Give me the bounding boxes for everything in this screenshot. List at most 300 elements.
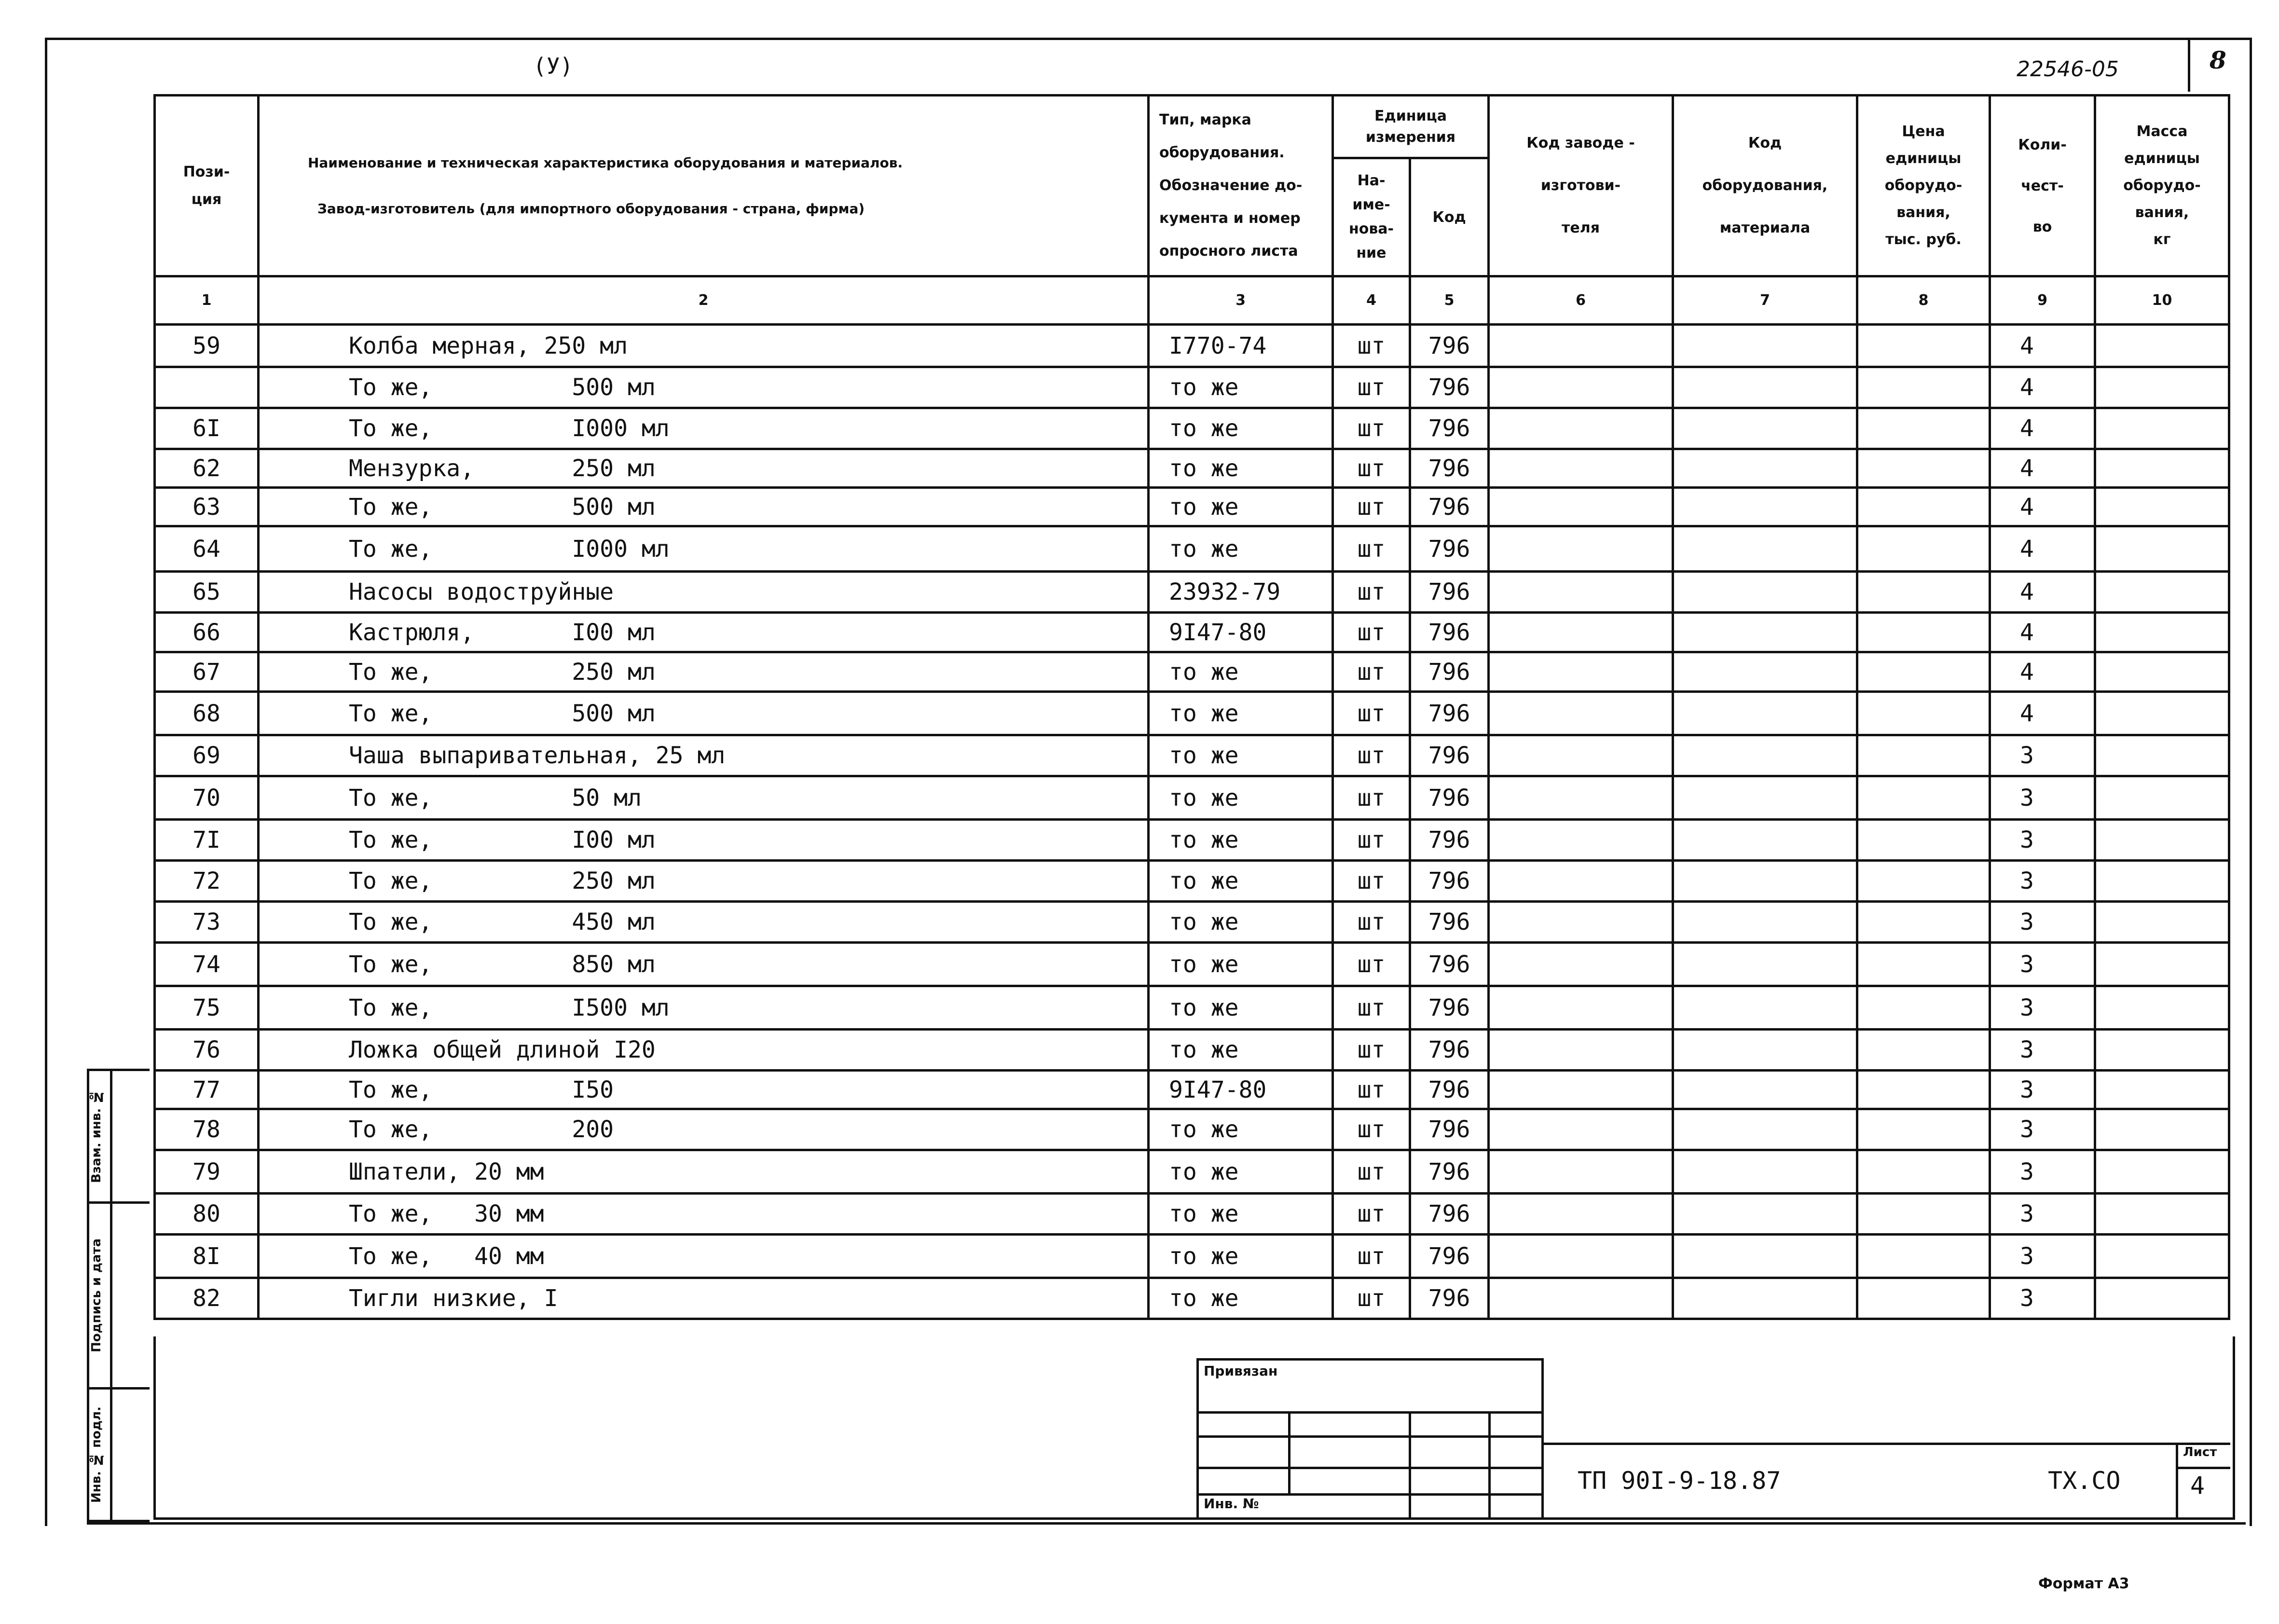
name-cell: То же, I500 мл [259, 986, 1149, 1030]
privyazan-label: Привязан [1204, 1363, 1278, 1379]
name-cell: То же, 500 мл [259, 367, 1149, 408]
maker-code-cell [1489, 1109, 1673, 1150]
maker-code-cell [1489, 325, 1673, 367]
equipment-code-cell [1673, 1071, 1857, 1109]
mass-cell [2095, 652, 2229, 692]
equipment-code-cell [1673, 902, 1857, 943]
price-cell [1857, 325, 1990, 367]
mass-cell [2095, 1194, 2229, 1235]
table-row [155, 776, 2229, 820]
name-cell: Насосы водоструйные [259, 572, 1149, 613]
header-equipment-code: Код оборудования, материала [1673, 96, 1857, 276]
side-label-replaced-inv: Взам. инв. № [89, 1089, 104, 1184]
header-price: Цена единицы оборудо- вания, тыс. руб. [1857, 96, 1990, 276]
side-stamp-divider [110, 1069, 112, 1522]
equipment-code-cell [1673, 572, 1857, 613]
quantity-cell: 4 [1990, 367, 2095, 408]
column-number: 3 [1149, 276, 1333, 325]
name-cell: То же, 40 мм [259, 1235, 1149, 1278]
equipment-code-cell [1673, 613, 1857, 652]
unit-code-cell: 796 [1410, 652, 1489, 692]
document-cell: то же [1149, 692, 1333, 735]
unit-cell: шт [1333, 367, 1410, 408]
document-cell: то же [1149, 408, 1333, 449]
position-cell: 73 [155, 902, 259, 943]
table-row [155, 526, 2229, 572]
column-number: 7 [1673, 276, 1857, 325]
equipment-code-cell [1673, 735, 1857, 776]
table-row [155, 902, 2229, 943]
unit-code-cell: 796 [1410, 613, 1489, 652]
maker-code-cell [1489, 735, 1673, 776]
document-cell: то же [1149, 861, 1333, 902]
unit-code-cell: 796 [1410, 367, 1489, 408]
document-cell: то же [1149, 367, 1333, 408]
inv-no-label: Инв. № [1204, 1496, 1259, 1512]
equipment-code-cell [1673, 488, 1857, 526]
maker-code-cell [1489, 861, 1673, 902]
document-cell: то же [1149, 735, 1333, 776]
quantity-cell: 4 [1990, 652, 2095, 692]
quantity-cell: 3 [1990, 1235, 2095, 1278]
quantity-cell: 4 [1990, 526, 2095, 572]
document-cell: I770-74 [1149, 325, 1333, 367]
unit-code-cell: 796 [1410, 1109, 1489, 1150]
mass-cell [2095, 408, 2229, 449]
unit-cell: шт [1333, 692, 1410, 735]
name-cell: Тигли низкие, I [259, 1278, 1149, 1319]
position-cell: 8I [155, 1235, 259, 1278]
mass-cell [2095, 1109, 2229, 1150]
unit-cell: шт [1333, 986, 1410, 1030]
table-row [155, 1071, 2229, 1109]
quantity-cell: 3 [1990, 1150, 2095, 1194]
unit-cell: шт [1333, 449, 1410, 488]
position-cell: 62 [155, 449, 259, 488]
unit-cell: шт [1333, 1071, 1410, 1109]
price-cell [1857, 902, 1990, 943]
maker-code-cell [1489, 1030, 1673, 1071]
document-cell: 9I47-80 [1149, 1071, 1333, 1109]
price-cell [1857, 986, 1990, 1030]
equipment-code-cell [1673, 1109, 1857, 1150]
name-cell: Шпатели, 20 мм [259, 1150, 1149, 1194]
maker-code-cell [1489, 488, 1673, 526]
quantity-cell: 4 [1990, 572, 2095, 613]
price-cell [1857, 572, 1990, 613]
name-cell: То же, 500 мл [259, 692, 1149, 735]
unit-cell: шт [1333, 488, 1410, 526]
column-number: 10 [2095, 276, 2229, 325]
price-cell [1857, 820, 1990, 861]
quantity-cell: 4 [1990, 325, 2095, 367]
unit-cell: шт [1333, 943, 1410, 986]
document-cell: 9I47-80 [1149, 613, 1333, 652]
quantity-cell: 3 [1990, 1194, 2095, 1235]
maker-code-cell [1489, 652, 1673, 692]
maker-code-cell [1489, 1235, 1673, 1278]
header-unit: Единица измерения [1333, 96, 1489, 158]
name-cell: Колба мерная, 250 мл [259, 325, 1149, 367]
position-cell: 72 [155, 861, 259, 902]
column-number: 5 [1410, 276, 1489, 325]
document-cell: то же [1149, 488, 1333, 526]
column-numbers-row [155, 276, 2229, 325]
header-quantity: Коли- чест- во [1990, 96, 2095, 276]
mass-cell [2095, 488, 2229, 526]
quantity-cell: 3 [1990, 735, 2095, 776]
table-row [155, 692, 2229, 735]
position-cell: 7I [155, 820, 259, 861]
side-label-signature-date: Подпись и дата [89, 1238, 104, 1353]
unit-code-cell: 796 [1410, 1030, 1489, 1071]
quantity-cell: 3 [1990, 1278, 2095, 1319]
price-cell [1857, 1150, 1990, 1194]
name-cell: Мензурка, 250 мл [259, 449, 1149, 488]
position-cell: 66 [155, 613, 259, 652]
specification-table [153, 94, 2230, 1320]
quantity-cell: 3 [1990, 902, 2095, 943]
price-cell [1857, 776, 1990, 820]
equipment-code-cell [1673, 652, 1857, 692]
unit-cell: шт [1333, 902, 1410, 943]
unit-code-cell: 796 [1410, 861, 1489, 902]
mass-cell [2095, 1235, 2229, 1278]
mass-cell [2095, 367, 2229, 408]
maker-code-cell [1489, 408, 1673, 449]
mass-cell [2095, 735, 2229, 776]
quantity-cell: 4 [1990, 613, 2095, 652]
document-cell: то же [1149, 902, 1333, 943]
top-left-mark: (У) [533, 53, 574, 79]
unit-cell: шт [1333, 1150, 1410, 1194]
name-cell: Кастрюля, I00 мл [259, 613, 1149, 652]
mass-cell [2095, 526, 2229, 572]
unit-cell: шт [1333, 652, 1410, 692]
mass-cell [2095, 1278, 2229, 1319]
equipment-code-cell [1673, 820, 1857, 861]
header-unit-name: На- име- нова- ние [1333, 158, 1410, 276]
mass-cell [2095, 776, 2229, 820]
unit-cell: шт [1333, 1030, 1410, 1071]
document-cell: то же [1149, 449, 1333, 488]
name-cell: То же, 30 мм [259, 1194, 1149, 1235]
table-row [155, 986, 2229, 1030]
header-unit-code: Код [1410, 158, 1489, 276]
price-cell [1857, 735, 1990, 776]
mass-cell [2095, 902, 2229, 943]
price-cell [1857, 408, 1990, 449]
name-cell: То же, I000 мл [259, 408, 1149, 449]
quantity-cell: 3 [1990, 1109, 2095, 1150]
document-cell: то же [1149, 943, 1333, 986]
position-cell: 75 [155, 986, 259, 1030]
document-cell: то же [1149, 1278, 1333, 1319]
position-cell: 59 [155, 325, 259, 367]
price-cell [1857, 1030, 1990, 1071]
unit-code-cell: 796 [1410, 1194, 1489, 1235]
position-cell: 70 [155, 776, 259, 820]
unit-code-cell: 796 [1410, 408, 1489, 449]
price-cell [1857, 1194, 1990, 1235]
mass-cell [2095, 613, 2229, 652]
header-type: Тип, марка оборудования. Обозначение до- кумента и номер опросного листа [1149, 96, 1333, 276]
unit-code-cell: 796 [1410, 692, 1489, 735]
table-row [155, 735, 2229, 776]
unit-code-cell: 796 [1410, 1150, 1489, 1194]
position-cell: 67 [155, 652, 259, 692]
quantity-cell: 3 [1990, 1071, 2095, 1109]
maker-code-cell [1489, 820, 1673, 861]
name-cell: Чаша выпаривательная, 25 мл [259, 735, 1149, 776]
mass-cell [2095, 1071, 2229, 1109]
equipment-code-cell [1673, 943, 1857, 986]
unit-cell: шт [1333, 776, 1410, 820]
unit-cell: шт [1333, 1278, 1410, 1319]
corner-sheet-number: 8 [2210, 46, 2226, 74]
maker-code-cell [1489, 1278, 1673, 1319]
section-code: ТХ.СО [2048, 1467, 2121, 1495]
document-cell: то же [1149, 776, 1333, 820]
price-cell [1857, 692, 1990, 735]
table-row [155, 652, 2229, 692]
equipment-code-cell [1673, 986, 1857, 1030]
price-cell [1857, 449, 1990, 488]
position-cell: 64 [155, 526, 259, 572]
column-number: 2 [259, 276, 1149, 325]
price-cell [1857, 613, 1990, 652]
mass-cell [2095, 820, 2229, 861]
equipment-code-cell [1673, 1150, 1857, 1194]
table-body [155, 325, 2229, 1319]
position-cell: 82 [155, 1278, 259, 1319]
name-cell: То же, 500 мл [259, 488, 1149, 526]
name-cell: То же, 250 мл [259, 652, 1149, 692]
project-code: ТП 90I-9-18.87 [1578, 1467, 1781, 1495]
name-cell: То же, I00 мл [259, 820, 1149, 861]
table-row [155, 572, 2229, 613]
price-cell [1857, 488, 1990, 526]
table-row [155, 1278, 2229, 1319]
unit-code-cell: 796 [1410, 735, 1489, 776]
corner-box-divider [2188, 38, 2190, 92]
maker-code-cell [1489, 943, 1673, 986]
maker-code-cell [1489, 1194, 1673, 1235]
quantity-cell: 3 [1990, 1030, 2095, 1071]
mass-cell [2095, 1150, 2229, 1194]
unit-code-cell: 796 [1410, 986, 1489, 1030]
document-cell: 23932-79 [1149, 572, 1333, 613]
unit-code-cell: 796 [1410, 943, 1489, 986]
document-code: 22546-05 [2017, 57, 2119, 82]
header-mass: Масса единицы оборудо- вания, кг [2095, 96, 2229, 276]
position-cell: 63 [155, 488, 259, 526]
sheet-label: Лист [2183, 1445, 2217, 1459]
header-maker-code: Код заводе - изготови- теля [1489, 96, 1673, 276]
name-cell: То же, I50 [259, 1071, 1149, 1109]
maker-code-cell [1489, 526, 1673, 572]
equipment-code-cell [1673, 861, 1857, 902]
position-cell: 78 [155, 1109, 259, 1150]
document-cell: то же [1149, 820, 1333, 861]
name-cell: То же, 850 мл [259, 943, 1149, 986]
quantity-cell: 4 [1990, 692, 2095, 735]
maker-code-cell [1489, 449, 1673, 488]
quantity-cell: 4 [1990, 449, 2095, 488]
unit-code-cell: 796 [1410, 572, 1489, 613]
price-cell [1857, 367, 1990, 408]
stamp-area [153, 1336, 2235, 1520]
equipment-code-cell [1673, 449, 1857, 488]
maker-code-cell [1489, 692, 1673, 735]
unit-cell: шт [1333, 408, 1410, 449]
unit-cell: шт [1333, 1235, 1410, 1278]
equipment-code-cell [1673, 408, 1857, 449]
price-cell [1857, 526, 1990, 572]
document-cell: то же [1149, 986, 1333, 1030]
document-cell: то же [1149, 1109, 1333, 1150]
position-cell: 74 [155, 943, 259, 986]
table-row [155, 1194, 2229, 1235]
document-cell: то же [1149, 1235, 1333, 1278]
mass-cell [2095, 1030, 2229, 1071]
table-row [155, 861, 2229, 902]
unit-code-cell: 796 [1410, 1071, 1489, 1109]
document-cell: то же [1149, 1030, 1333, 1071]
table-row [155, 449, 2229, 488]
equipment-code-cell [1673, 526, 1857, 572]
price-cell [1857, 1071, 1990, 1109]
name-cell: То же, 200 [259, 1109, 1149, 1150]
column-number: 8 [1857, 276, 1990, 325]
equipment-code-cell [1673, 1194, 1857, 1235]
unit-code-cell: 796 [1410, 820, 1489, 861]
maker-code-cell [1489, 986, 1673, 1030]
column-number: 6 [1489, 276, 1673, 325]
document-cell: то же [1149, 1150, 1333, 1194]
mass-cell [2095, 325, 2229, 367]
maker-code-cell [1489, 776, 1673, 820]
unit-cell: шт [1333, 526, 1410, 572]
unit-cell: шт [1333, 325, 1410, 367]
equipment-code-cell [1673, 1278, 1857, 1319]
equipment-code-cell [1673, 1235, 1857, 1278]
price-cell [1857, 1278, 1990, 1319]
maker-code-cell [1489, 1071, 1673, 1109]
quantity-cell: 3 [1990, 861, 2095, 902]
side-label-orig-inv: Инв. № подл. [89, 1406, 104, 1503]
name-cell: То же, 450 мл [259, 902, 1149, 943]
price-cell [1857, 1235, 1990, 1278]
position-cell [155, 367, 259, 408]
column-number: 9 [1990, 276, 2095, 325]
document-cell: то же [1149, 1194, 1333, 1235]
table-row [155, 325, 2229, 367]
unit-cell: шт [1333, 735, 1410, 776]
equipment-code-cell [1673, 325, 1857, 367]
position-cell: 79 [155, 1150, 259, 1194]
document-cell: то же [1149, 652, 1333, 692]
format-label: Формат А3 [2038, 1575, 2129, 1592]
position-cell: 6I [155, 408, 259, 449]
unit-code-cell: 796 [1410, 325, 1489, 367]
position-cell: 76 [155, 1030, 259, 1071]
unit-code-cell: 796 [1410, 776, 1489, 820]
table-row [155, 1030, 2229, 1071]
mass-cell [2095, 692, 2229, 735]
price-cell [1857, 943, 1990, 986]
maker-code-cell [1489, 367, 1673, 408]
name-cell: Ложка общей длиной I20 [259, 1030, 1149, 1071]
maker-code-cell [1489, 1150, 1673, 1194]
unit-cell: шт [1333, 1194, 1410, 1235]
unit-cell: шт [1333, 861, 1410, 902]
mass-cell [2095, 861, 2229, 902]
table-row [155, 943, 2229, 986]
table-row [155, 613, 2229, 652]
header-name: Наименование и техническая характеристика оборудования и материалов. Завод-изготовитель (для импортного оборудования - страна, фирма) [259, 96, 1149, 276]
column-number: 1 [155, 276, 259, 325]
quantity-cell: 3 [1990, 986, 2095, 1030]
table-row [155, 1109, 2229, 1150]
position-cell: 69 [155, 735, 259, 776]
quantity-cell: 3 [1990, 776, 2095, 820]
maker-code-cell [1489, 613, 1673, 652]
header-position: Пози- ция [155, 96, 259, 276]
equipment-code-cell [1673, 1030, 1857, 1071]
maker-code-cell [1489, 572, 1673, 613]
quantity-cell: 4 [1990, 488, 2095, 526]
unit-code-cell: 796 [1410, 1278, 1489, 1319]
quantity-cell: 4 [1990, 408, 2095, 449]
table-row [155, 488, 2229, 526]
mass-cell [2095, 572, 2229, 613]
mass-cell [2095, 449, 2229, 488]
table-row [155, 820, 2229, 861]
unit-code-cell: 796 [1410, 449, 1489, 488]
document-cell: то же [1149, 526, 1333, 572]
unit-cell: шт [1333, 1109, 1410, 1150]
quantity-cell: 3 [1990, 943, 2095, 986]
position-cell: 77 [155, 1071, 259, 1109]
unit-cell: шт [1333, 613, 1410, 652]
unit-cell: шт [1333, 572, 1410, 613]
table-row [155, 408, 2229, 449]
equipment-code-cell [1673, 692, 1857, 735]
price-cell [1857, 652, 1990, 692]
name-cell: То же, 250 мл [259, 861, 1149, 902]
unit-code-cell: 796 [1410, 902, 1489, 943]
equipment-code-cell [1673, 776, 1857, 820]
position-cell: 80 [155, 1194, 259, 1235]
quantity-cell: 3 [1990, 820, 2095, 861]
unit-code-cell: 796 [1410, 488, 1489, 526]
table-row [155, 367, 2229, 408]
mass-cell [2095, 943, 2229, 986]
unit-code-cell: 796 [1410, 526, 1489, 572]
price-cell [1857, 1109, 1990, 1150]
price-cell [1857, 861, 1990, 902]
table-row [155, 1150, 2229, 1194]
position-cell: 68 [155, 692, 259, 735]
unit-cell: шт [1333, 820, 1410, 861]
equipment-code-cell [1673, 367, 1857, 408]
name-cell: То же, I000 мл [259, 526, 1149, 572]
name-cell: То же, 50 мл [259, 776, 1149, 820]
column-number: 4 [1333, 276, 1410, 325]
maker-code-cell [1489, 902, 1673, 943]
unit-code-cell: 796 [1410, 1235, 1489, 1278]
